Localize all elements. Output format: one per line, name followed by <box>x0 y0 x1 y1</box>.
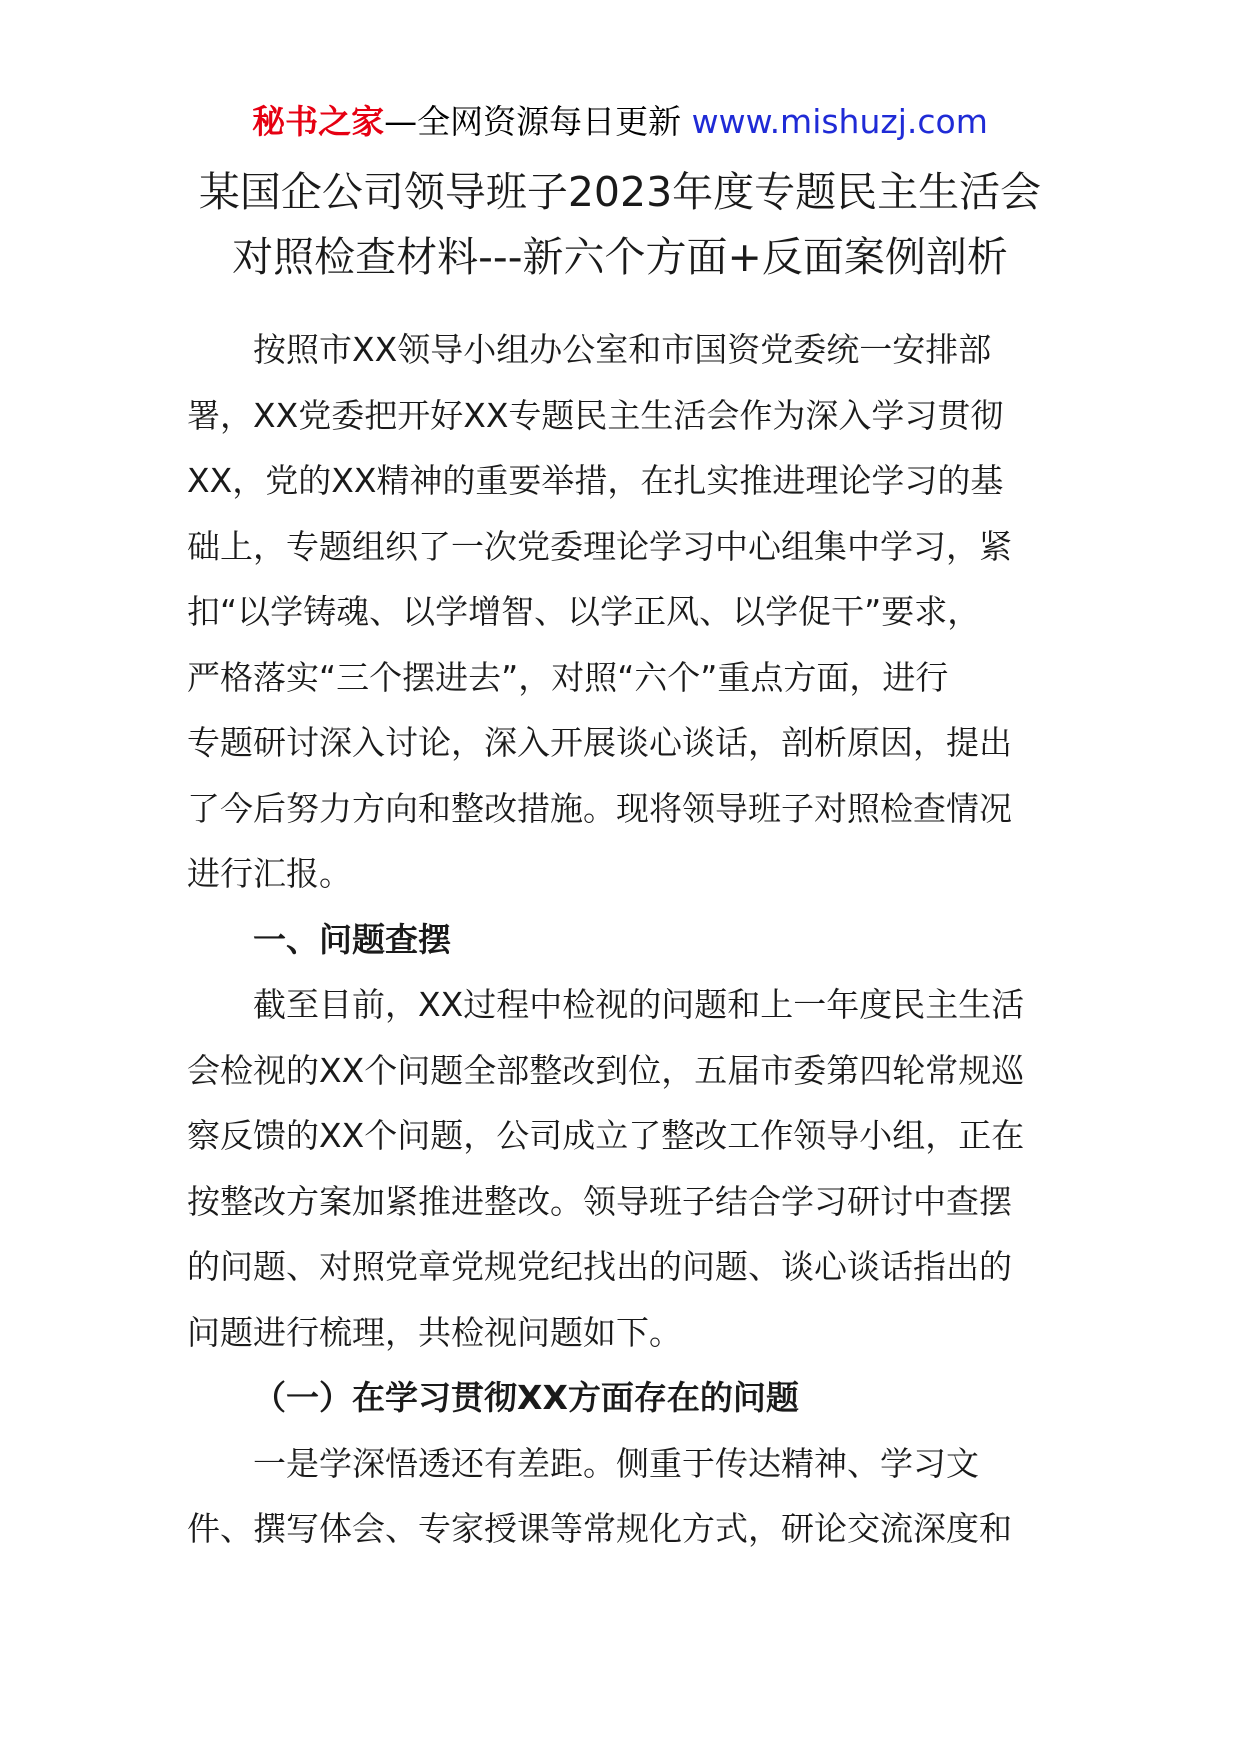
paragraph-line: 署，XX党委把开好XX专题民主生活会作为深入学习贯彻 <box>187 395 1004 435</box>
paragraph-line: 截至目前，XX过程中检视的问题和上一年度民主生活 <box>253 985 1025 1024</box>
paragraph-line: 础上，专题组织了一次党委理论学习中心组集中学习，紧 <box>187 526 1012 566</box>
paragraph-line: 按照市XX领导小组办公室和市国资党委统一安排部 <box>253 330 992 369</box>
subsection-heading: （一）在学习贯彻XX方面存在的问题 <box>253 1378 799 1417</box>
paragraph-line: 扣“以学铸魂、以学增智、以学正风、以学促干”要求， <box>187 592 981 631</box>
paragraph-line: 会检视的XX个问题全部整改到位，五届市委第四轮常规巡 <box>187 1050 1025 1090</box>
paragraph-line: 按整改方案加紧推进整改。领导班子结合学习研讨中查摆 <box>187 1181 1012 1221</box>
paragraph-line: 专题研讨深入讨论，深入开展谈心谈话，剖析原因，提出 <box>187 723 1012 762</box>
header-tagline: —全网资源每日更新 <box>384 102 682 141</box>
paragraph-line: 进行汇报。 <box>187 854 352 893</box>
site-url-link[interactable]: www.mishuzj.com <box>691 102 988 141</box>
paragraph-line: 了今后努力方向和整改措施。现将领导班子对照检查情况 <box>187 788 1012 828</box>
paragraph-line: 件、撰写体会、专家授课等常规化方式，研论交流深度和 <box>187 1509 1012 1548</box>
paragraph-line: XX，党的XX精神的重要举措，在扎实推进理论学习的基 <box>187 461 1004 500</box>
paragraph-line: 的问题、对照党章党规党纪找出的问题、谈心谈话指出的 <box>187 1247 1012 1286</box>
title-line-2: 对照检查材料---新六个方面+反面案例剖析 <box>232 233 1008 281</box>
brand-name: 秘书之家 <box>252 102 385 141</box>
document-body <box>187 317 1047 1562</box>
document-title <box>0 160 1240 290</box>
paragraph-line: 一是学深悟透还有差距。侧重于传达精神、学习文 <box>253 1443 979 1483</box>
paragraph-line: 严格落实“三个摆进去”，对照“六个”重点方面，进行 <box>187 657 949 697</box>
site-header <box>0 100 1240 144</box>
title-line-1: 某国企公司领导班子2023年度专题民主生活会 <box>198 168 1042 216</box>
section-heading: 一、问题查摆 <box>253 919 451 959</box>
paragraph-line: 察反馈的XX个问题，公司成立了整改工作领导小组，正在 <box>187 1116 1025 1155</box>
paragraph-line: 问题进行梳理，共检视问题如下。 <box>187 1312 682 1352</box>
